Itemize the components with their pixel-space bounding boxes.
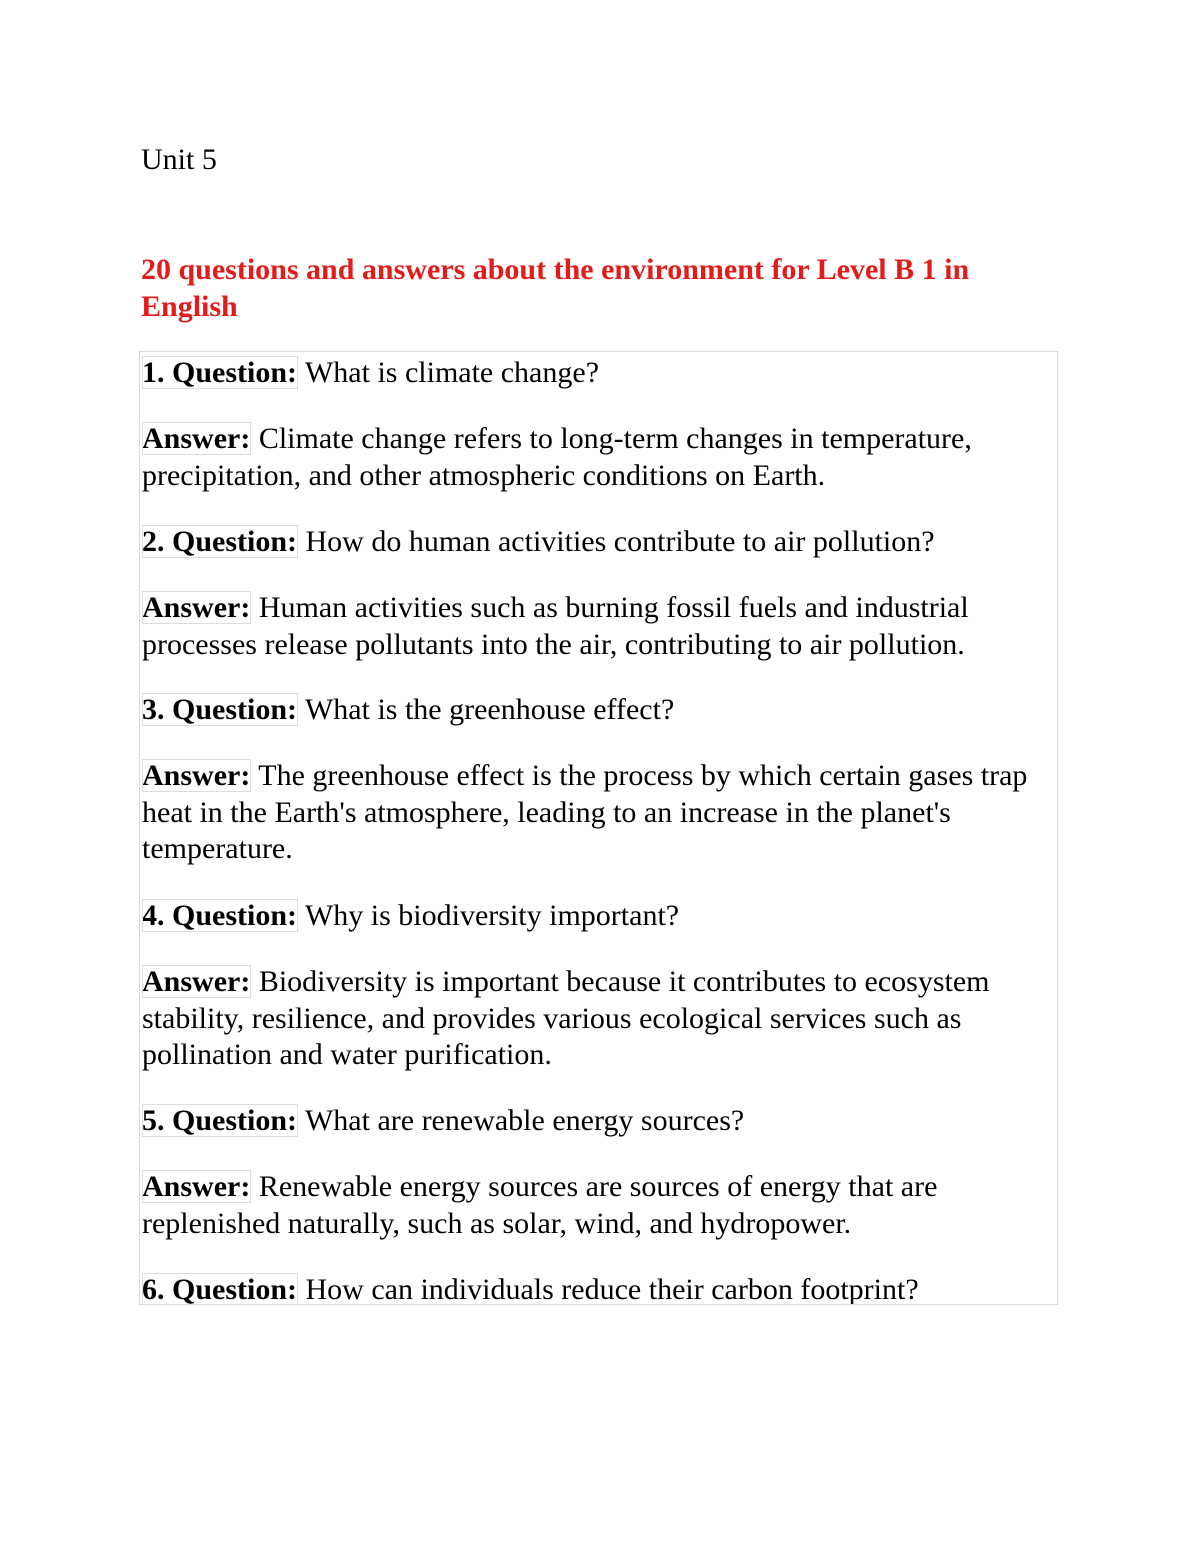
question-2	[142, 524, 1052, 561]
answer-4-label: Answer:	[142, 965, 251, 998]
answer-5-text: Renewable energy sources are sources of energy that are replenished naturally, such as solar, wind, and hydropower.	[142, 1170, 938, 1240]
question-4	[142, 898, 1052, 935]
question-5	[142, 1103, 1052, 1140]
question-1-text: What is climate change?	[304, 356, 600, 389]
answer-4-text: Biodiversity is important because it contributes to ecosystem stability, resilience, and provides various ecological services such as pollination and water purification.	[142, 965, 990, 1071]
answer-5-label: Answer:	[142, 1170, 251, 1203]
question-6-label: 6. Question:	[142, 1273, 298, 1305]
answer-3-label: Answer:	[142, 759, 251, 792]
question-3-text: What is the greenhouse effect?	[304, 693, 675, 726]
question-3	[142, 692, 1052, 729]
answer-3	[142, 758, 1052, 868]
qa-content-box	[139, 351, 1058, 1305]
answer-5	[142, 1169, 1052, 1242]
answer-1-text: Climate change refers to long-term changes in temperature, precipitation, and other atmospheric conditions on Earth.	[142, 422, 972, 492]
question-5-text: What are renewable energy sources?	[304, 1104, 745, 1137]
question-3-label: 3. Question:	[142, 693, 298, 726]
question-6	[142, 1272, 1052, 1305]
question-5-label: 5. Question:	[142, 1104, 298, 1137]
answer-2	[142, 590, 1052, 663]
answer-2-label: Answer:	[142, 591, 251, 624]
document-title: 20 questions and answers about the environment for Level B 1 in English	[141, 253, 970, 323]
answer-3-text: The greenhouse effect is the process by which certain gases trap heat in the Earth's atmosphere, leading to an increase in the planet's temperature.	[142, 759, 1028, 865]
answer-1	[142, 421, 1052, 494]
answer-1-label: Answer:	[142, 422, 251, 455]
question-4-text: Why is biodiversity important?	[304, 899, 680, 932]
question-4-label: 4. Question:	[142, 899, 298, 932]
unit-heading: Unit 5	[141, 143, 217, 176]
question-1-label: 1. Question:	[142, 356, 298, 389]
answer-4	[142, 964, 1052, 1074]
question-1	[142, 355, 1052, 392]
question-2-label: 2. Question:	[142, 525, 298, 558]
question-2-text: How do human activities contribute to air pollution?	[305, 525, 935, 558]
question-6-text: How can individuals reduce their carbon footprint?	[305, 1273, 919, 1305]
answer-2-text: Human activities such as burning fossil fuels and industrial processes release pollutants into the air, contributing to air pollution.	[142, 591, 969, 661]
